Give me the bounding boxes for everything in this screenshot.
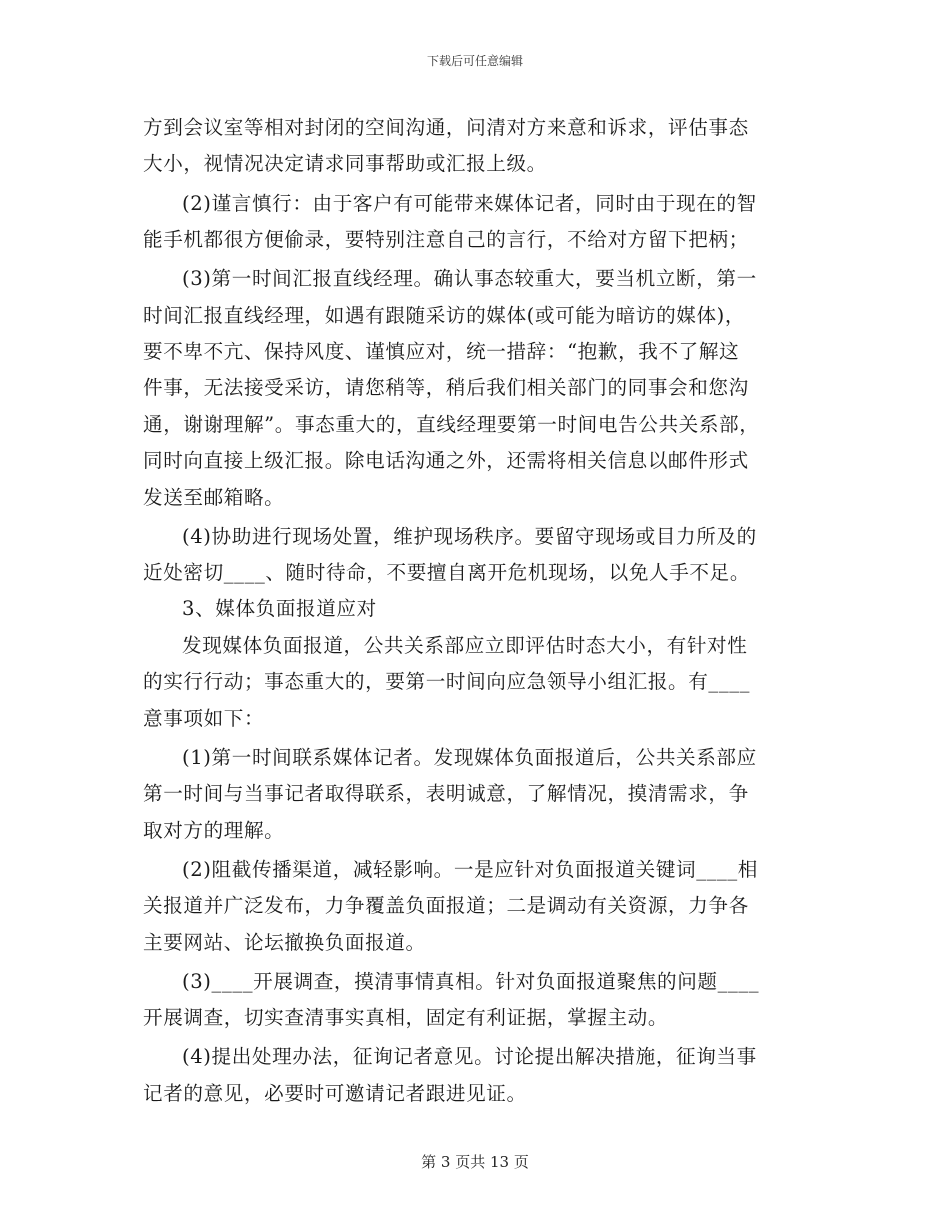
text-line: 主要网站、论坛撤换负面报道。 <box>143 930 426 954</box>
text-line: (2)阻截传播渠道，减轻影响。一是应针对负面报道关键词____相 <box>182 857 758 881</box>
text-line: 的实行行动；事态重大的，要第一时间向应急领导小组汇报。有____ <box>143 670 751 694</box>
paragraph <box>143 740 808 849</box>
paragraph <box>143 964 808 1037</box>
text-line: 开展调查，切实查清事实真相，固定有利证据，掌握主动。 <box>143 1006 669 1030</box>
text-line: 近处密切____、随时待命，不要擅自离开危机现场，以免人手不足。 <box>143 561 751 585</box>
paragraph <box>143 519 808 592</box>
text-line: (4)协助进行现场处置，维护现场秩序。要留守现场或目力所及的 <box>182 524 757 548</box>
text-line: (3)第一时间汇报直线经理。确认事态较重大，要当机立断，第一 <box>182 267 757 291</box>
text-line: 时间汇报直线经理，如遇有跟随采访的媒体(或可能为暗访的媒体)， <box>143 303 746 327</box>
text-line: 关报道并广泛发布，力争覆盖负面报道；二是调动有关资源，力争各 <box>143 894 749 918</box>
text-line: 大小，视情况决定请求同事帮助或汇报上级。 <box>143 152 547 176</box>
text-line: 件事，无法接受采访，请您稍等，稍后我们相关部门的同事会和您沟 <box>143 376 749 400</box>
text-line: 取对方的理解。 <box>143 818 285 842</box>
text-line: (4)提出处理办法，征询记者意见。讨论提出解决措施，征询当事 <box>182 1045 757 1069</box>
text-line: (2)谨言慎行：由于客户有可能带来媒体记者，同时由于现在的智 <box>182 191 757 215</box>
text-line: 要不卑不亢、保持风度、谨慎应对，统一措辞：“抱歉，我不了解这 <box>143 339 740 363</box>
paragraph <box>143 628 808 737</box>
text-line: 3、媒体负面报道应对 <box>182 597 377 621</box>
text-line: 第一时间与当事记者取得联系，表明诚意，了解情况，摸清需求，争 <box>143 782 749 806</box>
text-line: (1)第一时间联系媒体记者。发现媒体负面报道后，公共关系部应 <box>182 745 757 769</box>
paragraph <box>143 110 808 183</box>
text-line: (3)____开展调查，摸清事情真相。针对负面报道聚焦的问题____ <box>182 969 760 993</box>
paragraph <box>143 852 808 961</box>
text-line: 意事项如下： <box>143 706 265 730</box>
text-line: 记者的意见，必要时可邀请记者跟进见证。 <box>143 1081 527 1105</box>
text-line: 同时向直接上级汇报。除电话沟通之外，还需将相关信息以邮件形式 <box>143 449 749 473</box>
paragraph <box>143 1039 808 1112</box>
text-line: 能手机都很方便偷录，要特别注意自己的言行，不给对方留下把柄； <box>143 227 749 251</box>
page-number: 第 3 页共 13 页 <box>421 1153 529 1171</box>
paragraph <box>143 186 808 259</box>
text-line: 方到会议室等相对封闭的空间沟通，问清对方来意和诉求，评估事态 <box>143 116 749 139</box>
paragraph <box>143 261 808 516</box>
page-header: 下载后可任意编辑 <box>426 54 523 68</box>
document-body <box>143 110 808 1112</box>
text-line: 通，谢谢理解”。事态重大的，直线经理要第一时间电告公共关系部， <box>143 412 760 436</box>
section-heading <box>143 591 808 627</box>
text-line: 发现媒体负面报道，公共关系部应立即评估时态大小，有针对性 <box>182 633 748 657</box>
text-line: 发送至邮箱略。 <box>143 485 285 509</box>
